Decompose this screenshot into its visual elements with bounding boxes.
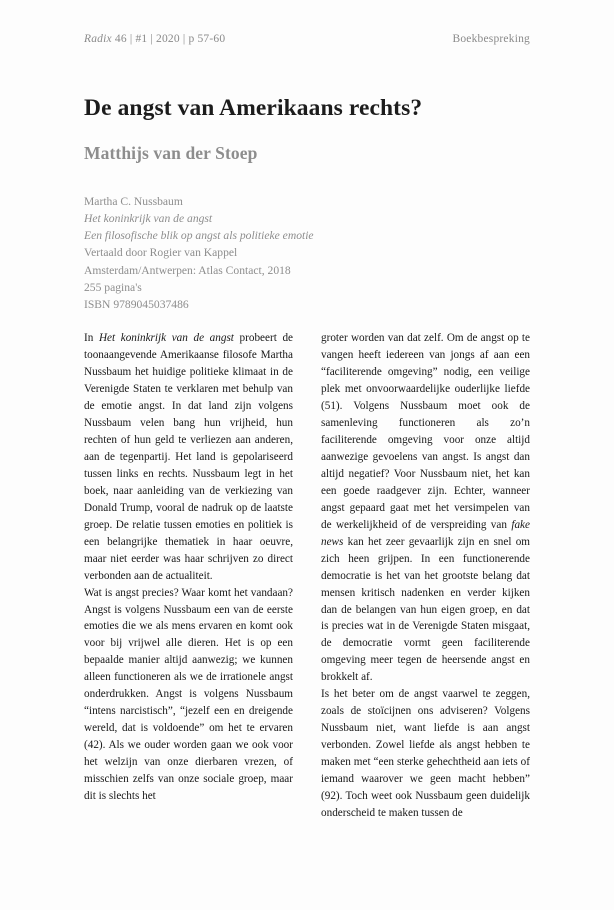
body-paragraph [321, 686, 530, 822]
body-text: kan het zeer gevaarlijk zijn en snel om zich heen grijpen. In een functionerende democratie is het van het grootste belang dat mensen kritisch nadenken en verder kijken dan de belangen van hun eigen groep, en dat is precies wat in de Verenigde Staten misgaat, de democratie vormt geen faciliterende omgeving meer tegen de heersende angst en brokkelt af. [321, 535, 530, 684]
article-author: Matthijs van der Stoep [84, 143, 258, 163]
running-head-citation: 46 | #1 | 2020 | p 57-60 [111, 33, 226, 45]
running-head-right: Boekbespreking [452, 33, 530, 45]
body-paragraph [84, 330, 293, 585]
body-text: probeert de toonaangevende Amerikaanse filosofe Martha Nussbaum het huidige politieke klimaat in de Verenigde Staten te verklaren met behulp van de emotie angst. In dat land zijn volgens Nussbaum velen bang hun vrijheid, hun rechten of hun geld te verliezen aan anderen, aan de tegenpartij. Het land is gepolariseerd tussen links en rechts. Nussbaum legt in het boek, naar aanleiding van de verkiezing van Donald Trump, vooral de nadruk op de laatste groep. De relatie tussen emoties en politiek is een belangrijke thematiek in haar oeuvre, maar niet eerder was haar schrijven zo direct verbonden aan de actualiteit. [84, 332, 293, 582]
body-paragraph [321, 330, 530, 686]
book-publisher: Amsterdam/Antwerpen: Atlas Contact, 2018 [84, 263, 291, 277]
journal-name: Radix [84, 33, 112, 45]
book-metadata [84, 193, 314, 313]
body-paragraph [84, 585, 293, 806]
body-column-left [84, 330, 293, 822]
book-pagecount: 255 pagina's [84, 280, 142, 294]
page-title: De angst van Amerikaans rechts? [84, 94, 423, 121]
book-author: Martha C. Nussbaum [84, 195, 183, 208]
body-text: In [84, 332, 99, 344]
book-title: Het koninkrijk van de angst [84, 212, 213, 226]
book-isbn: ISBN 9789045037486 [84, 297, 189, 311]
body-column-right [321, 330, 530, 822]
emphasized-text: Het koninkrijk van de angst [98, 332, 234, 344]
book-subtitle: Een filosofische blik op angst als politieke emotie [84, 229, 314, 243]
body-text: groter worden van dat zelf. Om de angst op te vangen heeft iedereen van jongs af aan een “faciliterende omgeving” nodig, een veilige plek met onvoorwaardelijke ouderlijke liefde (51). Volgens Nussbaum moet ook de samenleving functioneren als zo’n faciliterende omgeving voor onze altijd aanwezige gevoelens van angst. Is angst dan altijd negatief? Voor Nussbaum niet, het kan een goede raadgever zijn. Echter, wanneer angst gepaard gaat met het versimpelen van de werkelijkheid of de verspreiding van [321, 332, 530, 531]
book-translator: Vertaald door Rogier van Kappel [84, 246, 238, 260]
emphasized-text: fake news [321, 518, 530, 548]
body-text: Is het beter om de angst vaarwel te zeggen, zoals de stoïcijnen ons adviseren? Volgens Nussbaum niet, want liefde is aan angst verbonden. Zowel liefde als angst hebben te maken met “een sterke gehechtheid aan iets of iemand waarover we geen macht hebben” (92). Toch weet ook Nussbaum geen duidelijk onderscheid te maken tussen de [321, 688, 530, 820]
body-text: Wat is angst precies? Waar komt het vandaan? Angst is volgens Nussbaum een van de eerste emoties die we als mens ervaren en komt ook voor bij vrijwel alle dieren. Het is op een bepaalde manier altijd aanwezig; we kunnen alleen functioneren als we de irrationele angst onderdrukken. Angst is volgens Nussbaum “intens narcistisch”, “jezelf een en dreigende wereld, dat is voldoende” om het te ervaren (42). Als we ouder worden gaan we ook voor het welzijn van onze dierbaren vrezen, of misschien zelfs van onze sociale groep, maar dit is slechts het [84, 586, 293, 803]
running-head [84, 33, 530, 45]
running-head-left [84, 33, 225, 45]
article-body [84, 330, 530, 822]
